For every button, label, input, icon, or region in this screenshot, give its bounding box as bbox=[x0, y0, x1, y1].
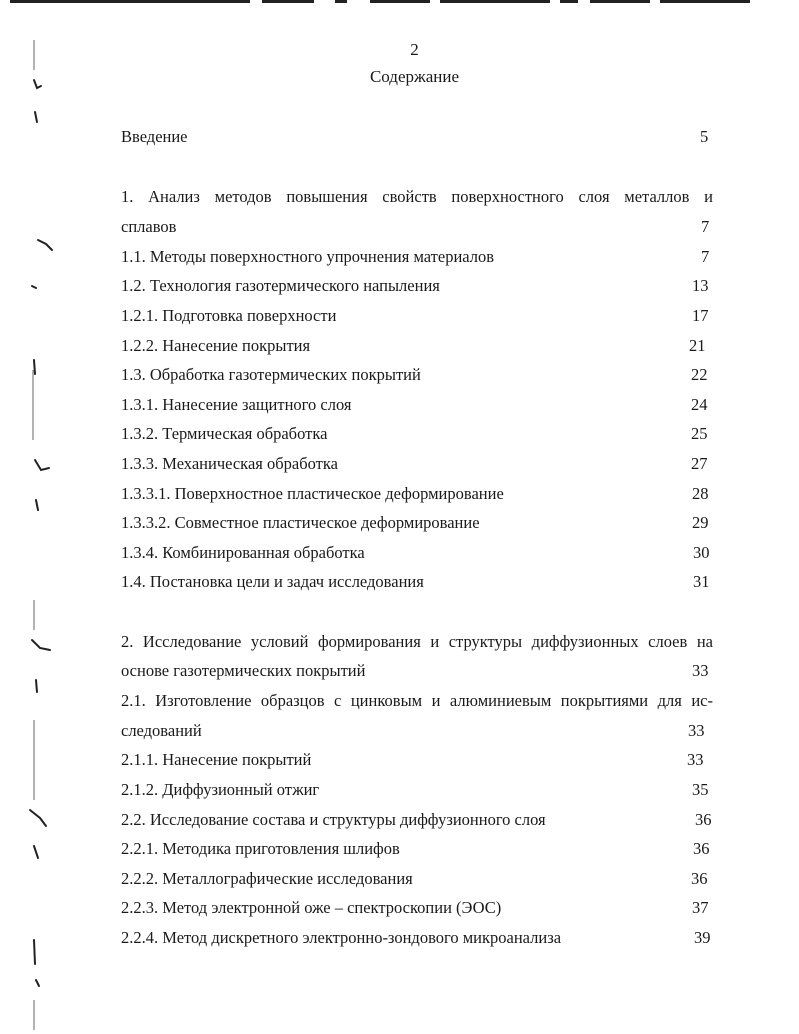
toc-entry: 2.2.4. Метод дискретного электронно-зондового микроанализа 39 bbox=[121, 928, 711, 947]
toc-entry: 1.3.3. Механическая обработка 27 bbox=[121, 454, 708, 473]
toc-entry: основе газотермических покрытий 33 bbox=[121, 661, 709, 680]
toc-entry: 2.1.2. Диффузионный отжиг 35 bbox=[121, 780, 709, 799]
toc-entry: 1.4. Постановка цели и задач исследования 31 bbox=[121, 572, 710, 591]
toc-entry: Введение 5 bbox=[121, 127, 709, 146]
toc-entry: 2.2.3. Метод электронной оже – спектроскопии (ЭОС) 37 bbox=[121, 898, 709, 917]
page-title: Содержание bbox=[369, 67, 460, 86]
toc-entry: 1.2. Технология газотермического напыления 13 bbox=[121, 276, 709, 295]
toc-entry: 2. Исследование условий формирования и структуры диффузионных слоев на bbox=[121, 632, 713, 651]
toc-entry: 2.1. Изготовление образцов с цинковым и алюминиевым покрытиями для ис- bbox=[121, 691, 713, 710]
toc-entry: 2.1.1. Нанесение покрытий 33 bbox=[121, 750, 704, 769]
toc-entry: 1.3. Обработка газотермических покрытий 22 bbox=[121, 365, 708, 384]
toc-entry: 1.2.1. Подготовка поверхности 17 bbox=[121, 306, 709, 325]
scan-margin-marks bbox=[22, 40, 72, 1030]
toc-entry: 2.2. Исследование состава и структуры диффузионного слоя 36 bbox=[121, 810, 712, 829]
toc-entry: следований 33 bbox=[121, 721, 705, 740]
toc-entry: 1.3.3.2. Совместное пластическое деформирование 29 bbox=[121, 513, 709, 532]
toc-entry: 1.3.1. Нанесение защитного слоя 24 bbox=[121, 395, 708, 414]
scan-top-edge bbox=[0, 0, 799, 3]
toc-entry: 1. Анализ методов повышения свойств поверхностного слоя металлов и bbox=[121, 187, 713, 206]
toc-entry: 1.3.4. Комбинированная обработка 30 bbox=[121, 543, 710, 562]
toc-entry: 1.2.2. Нанесение покрытия 21 bbox=[121, 336, 706, 355]
toc-entry: 1.3.2. Термическая обработка 25 bbox=[121, 424, 708, 443]
toc-entry: сплавов 7 bbox=[121, 217, 710, 236]
toc-entry: 2.2.2. Металлографические исследования 36 bbox=[121, 869, 708, 888]
toc-entry: 1.3.3.1. Поверхностное пластическое деформирование 28 bbox=[121, 484, 709, 503]
page-number: 2 bbox=[410, 40, 419, 59]
toc-entry: 2.2.1. Методика приготовления шлифов 36 bbox=[121, 839, 710, 858]
toc-entry: 1.1. Методы поверхностного упрочнения материалов 7 bbox=[121, 247, 710, 266]
